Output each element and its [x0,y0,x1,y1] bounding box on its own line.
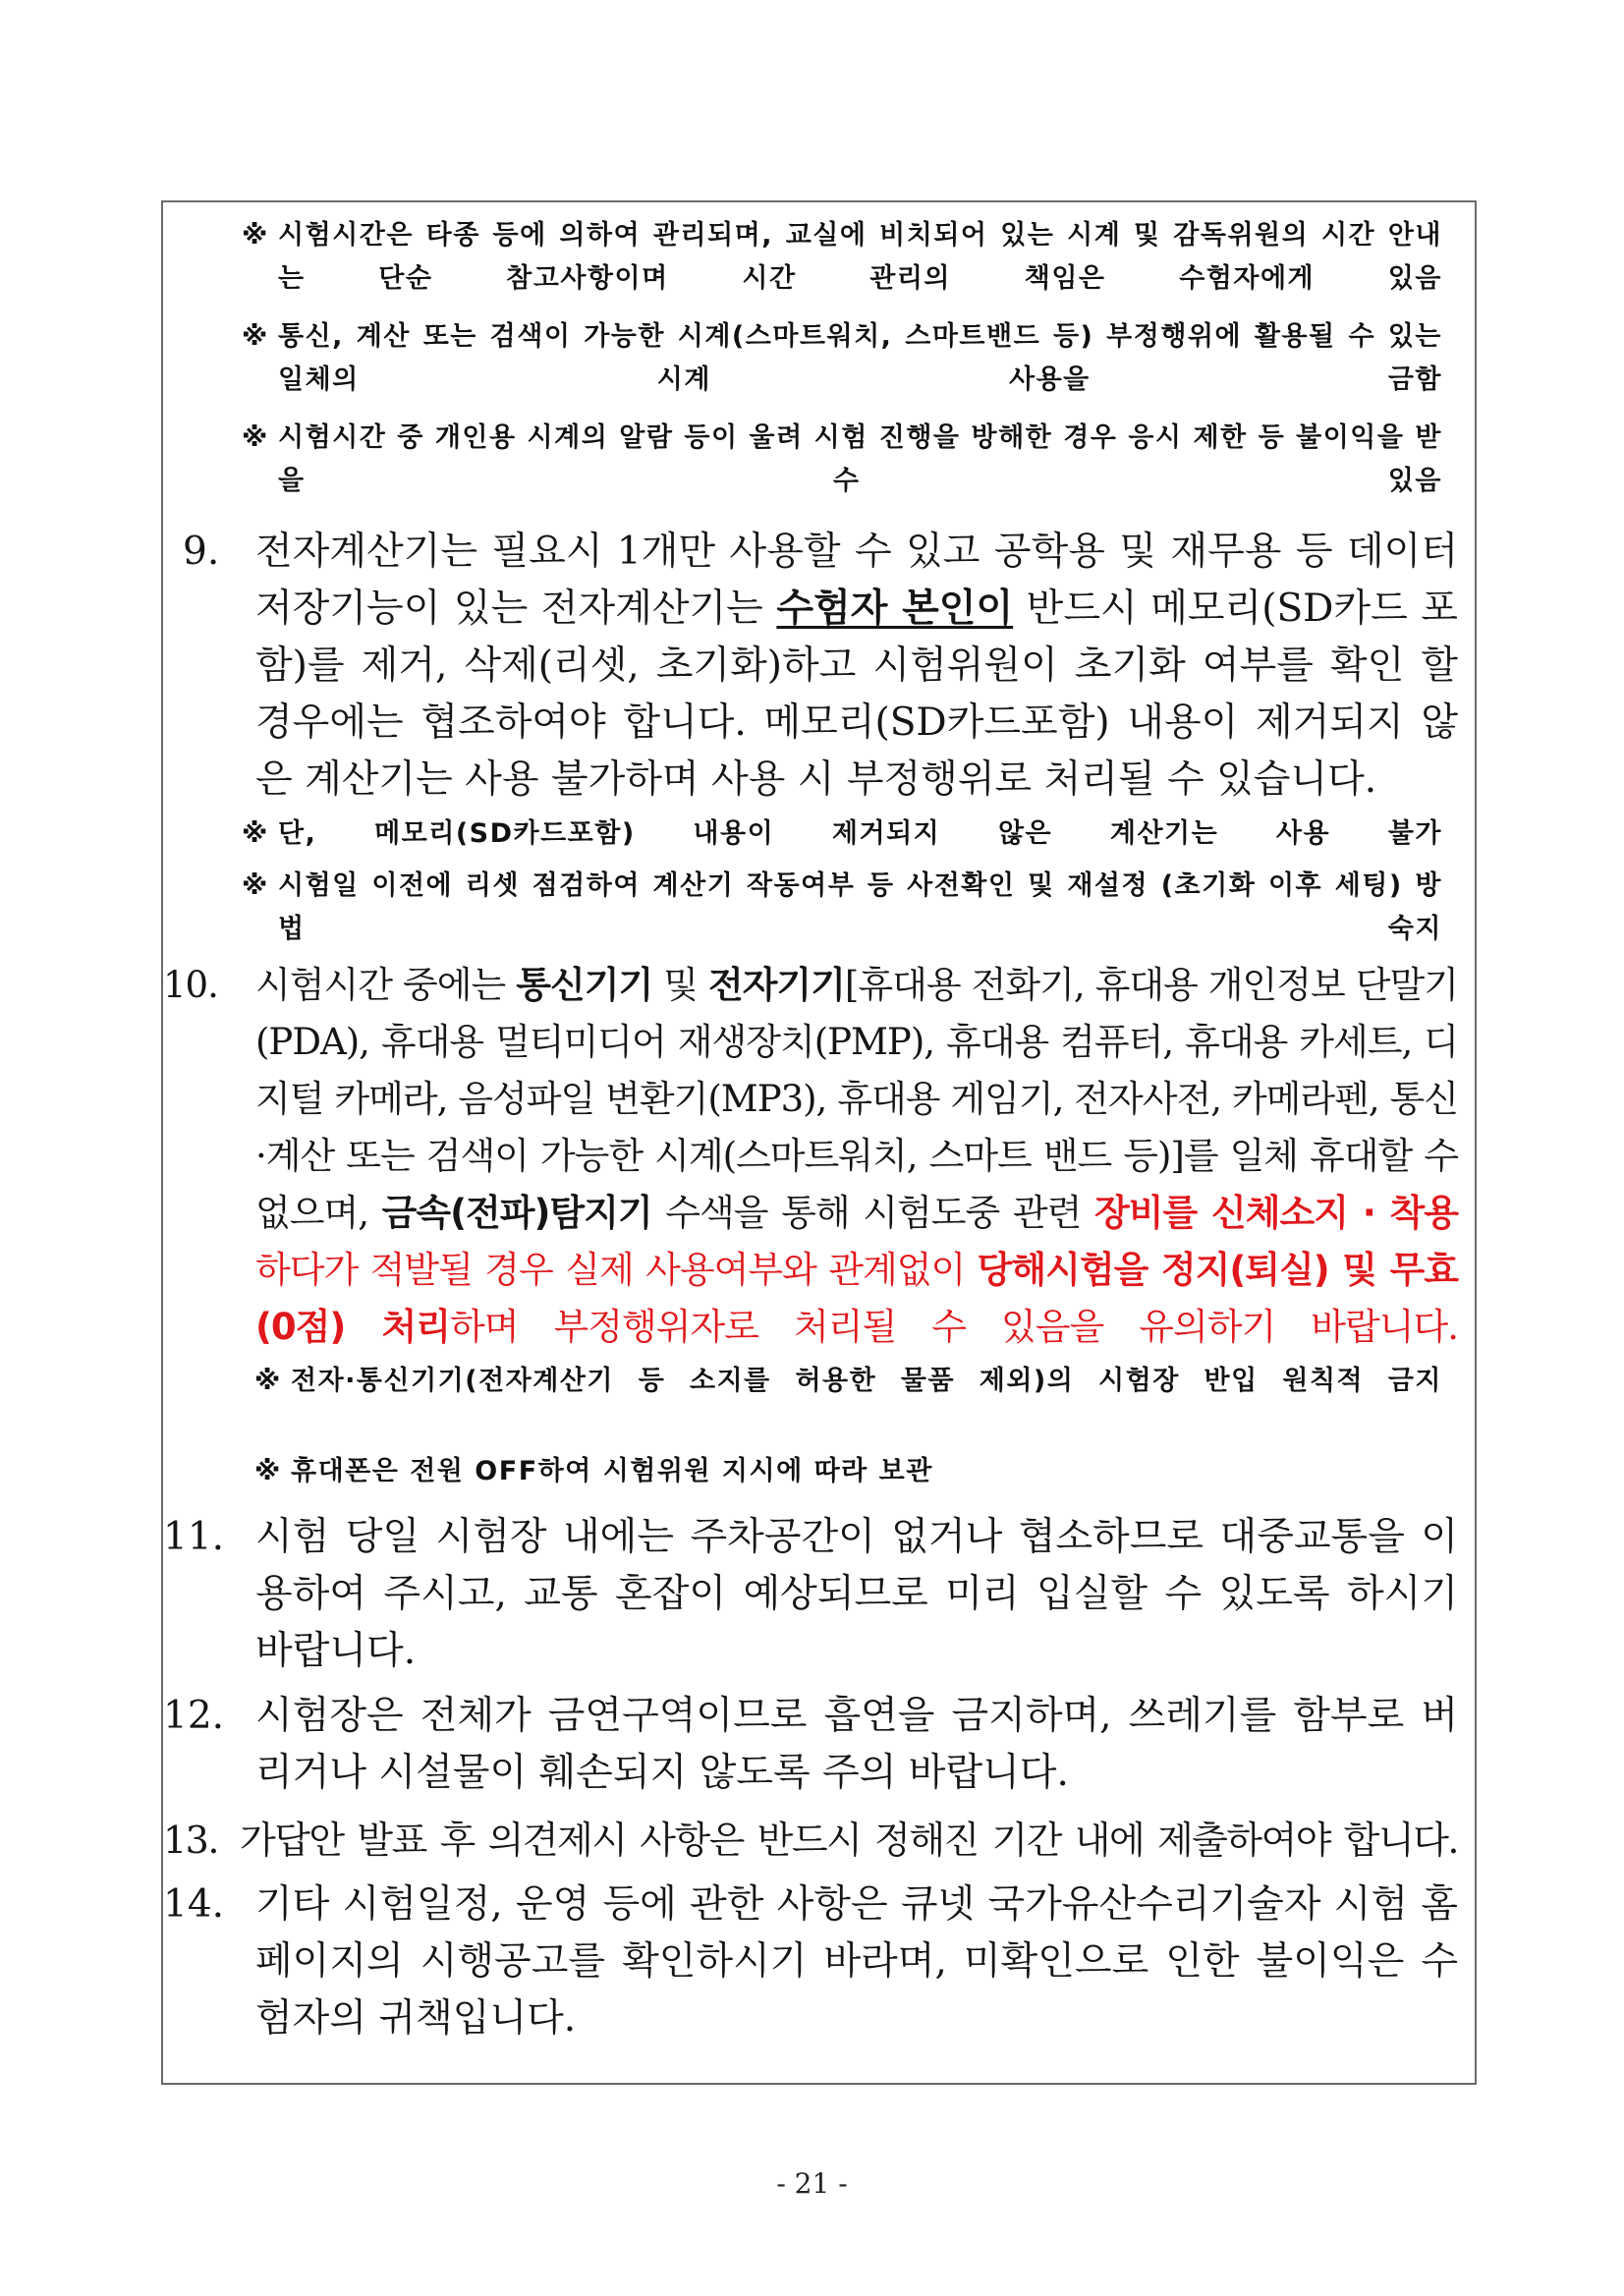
warning-text: 하며 부정행위자로 처리될 수 있음을 유의하기 바랍니다. [449,1306,1458,1348]
notice-box [161,200,1477,2085]
item-text-part: 시험시간 중에는 [255,964,517,1006]
note-text: 휴대폰은 전원 OFF하여 시험위원 지시에 따라 보관 [291,1456,933,1486]
reference-mark: ※ [242,870,269,901]
item-text: 가답안 발표 후 의견제시 사항은 반드시 정해진 기간 내에 제출하여야 합니다. [240,1819,1458,1862]
item-text-part: 일체 휴대할 수 없으며, [255,1135,1458,1234]
item-text-part: 수색을 통해 시험도중 관련 [651,1192,1094,1234]
item-number: 12. [163,1694,225,1738]
item-12-smoking [163,1688,1458,1802]
note-text: 시험시간 중 개인용 시계의 알람 등이 울려 시험 진행을 방해한 경우 응시 제한 등 불이익을 받을 수 있음 [278,422,1442,496]
item-text-part: 전자계산기는 필요시 1개만 사용할 수 있고 공학용 및 재무용 등 데이터 저장기능이 있는 전자계산기는 [255,530,1458,631]
note-smartwatch [242,315,1442,402]
item-text [255,957,1458,1356]
page-number: - 21 - [776,2167,848,2200]
warning-equipment: 장비를 신체소지 · 착용 [1093,1192,1458,1234]
item-text [255,524,1458,809]
warning-text: 하다가 적발될 경우 실제 사용여부와 관계없이 [255,1249,978,1291]
note-alarm [242,417,1442,503]
item-number: 10. [163,964,218,1006]
item-text-part: 반드시 메모리(SD카드 포함)를 제거, 삭제(리셋, 초기화)하고 시험위원이 초기화 여부를 확인 할 경우에는 협조하여야 합니다. 메모리(SD카드포함) 내용이 제거되지 않은 계산기는 사용 불가하며 사용 시 부정행위로 처리될 수 있습니다. [255,587,1458,802]
note-text: 시험시간은 타종 등에 의하여 관리되며, 교실에 비치되어 있는 시계 및 감독위원의 시간 안내는 단순 참고사항이며 시간 관리의 책임은 수험자에게 있음 [278,220,1442,294]
reference-mark: ※ [254,1456,282,1486]
item-number: 13. [163,1819,218,1862]
item-13-objection [163,1812,1458,1869]
note-phone-off [254,1450,1442,1493]
item-text: 기타 시험일정, 운영 등에 관한 사항은 큐넷 국가유산수리기술자 시험 홈페이지의 시행공고를 확인하시기 바라며, 미확인으로 인한 불이익은 수험자의 귀책입니다. [255,1882,1458,2041]
note-device-ban [254,1360,1442,1403]
item-number: 9. [183,530,220,574]
emphasis-electronic-devices: 전자기기 [707,964,845,1006]
item-10-devices [163,957,1458,1356]
reference-mark: ※ [242,422,269,453]
item-text-part: 및 [652,964,708,1006]
item-text-part: [휴대용 전화기, 휴대용 개인정보 단말기(PDA), 휴대용 멀티미디어 재생장치(PMP), 휴대용 컴퓨터, 휴대용 카세트, 디지털 카메라, 음성파일 변환기(MP3), 휴대용 게임기, 전자사전, 카메라펜, 통신·계산 또는 검색이 가능한 시계(스마트워치, 스마트 밴드 등)]를 [255,964,1459,1177]
item-number: 11. [163,1515,225,1559]
note-exam-time [242,214,1442,301]
note-text: 단, 메모리(SD카드포함) 내용이 제거되지 않은 계산기는 사용 불가 [278,818,1442,849]
note-reset [242,865,1442,951]
note-text: 전자·통신기기(전자계산기 등 소지를 허용한 물품 제외)의 시험장 반입 원칙적 금지 [291,1366,1442,1396]
item-text: 시험 당일 시험장 내에는 주차공간이 없거나 협소하므로 대중교통을 이용하여 주시고, 교통 혼잡이 예상되므로 미리 입실할 수 있도록 하시기 바랍니다. [255,1515,1458,1673]
note-memory [242,812,1442,856]
item-14-qnet [163,1876,1458,2047]
emphasis-comm-devices: 통신기기 [516,964,653,1006]
reference-mark: ※ [242,321,269,352]
item-text: 시험장은 전체가 금연구역이므로 흡연을 금지하며, 쓰레기를 함부로 버리거나 시설물이 훼손되지 않도록 주의 바랍니다. [255,1694,1458,1795]
note-text: 시험일 이전에 리셋 점검하여 계산기 작동여부 등 사전확인 및 재설정 (초기화 이후 세팅) 방법 숙지 [278,870,1442,944]
note-text: 통신, 계산 또는 검색이 가능한 시계(스마트워치, 스마트밴드 등) 부정행위에 활용될 수 있는 일체의 시계 사용을 금함 [278,321,1442,395]
emphasis-metal-detector: 금속(전파)탐지기 [381,1192,652,1234]
reference-mark: ※ [254,1366,282,1396]
item-9-calculator [183,524,1458,809]
item-11-parking [163,1509,1458,1680]
emphasis-self: 수험자 본인이 [776,587,1014,631]
reference-mark: ※ [242,220,269,251]
reference-mark: ※ [242,818,269,849]
warning-disqualification: 당해시험을 정지(퇴실) 및 무효(0점) 처리 [255,1249,1458,1348]
item-number: 14. [163,1882,225,1927]
